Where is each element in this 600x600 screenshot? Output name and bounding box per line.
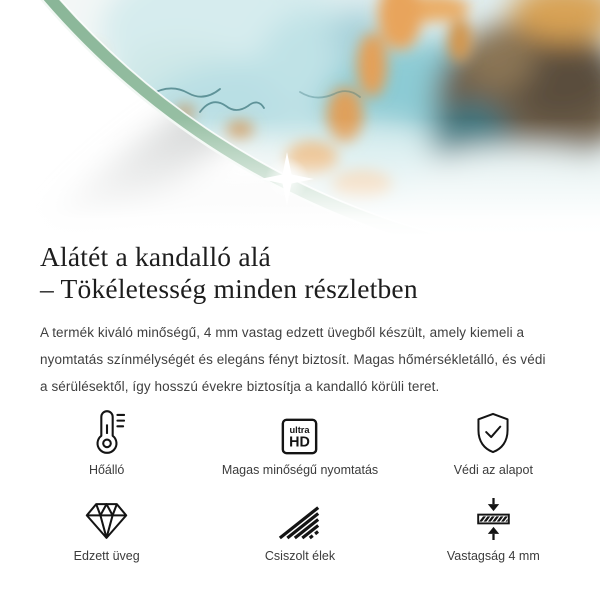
feature-label: Edzett üveg <box>73 549 140 563</box>
shield-check-icon <box>473 410 513 455</box>
heading-line-2: – Tökéletesség minden részletben <box>40 273 418 304</box>
beveled-edge-icon <box>278 496 321 541</box>
thickness-icon <box>476 496 511 541</box>
feature-high-quality-print <box>203 410 396 478</box>
diamond-icon <box>84 496 129 541</box>
glass-hearth-pad-photo <box>0 0 600 236</box>
feature-label: Csiszolt élek <box>264 549 336 563</box>
feature-protects-base <box>397 410 590 478</box>
thermometer-icon <box>89 410 125 455</box>
page-title <box>40 241 560 305</box>
feature-label: Vastagság 4 mm <box>446 549 540 563</box>
feature-heat-resistant <box>10 410 203 478</box>
ultra-hd-icon <box>281 410 318 455</box>
ultra-hd-text-top: ultra <box>289 424 311 435</box>
ultra-hd-text-bottom: HD <box>289 434 311 451</box>
feature-tempered-glass <box>10 496 203 564</box>
feature-polished-edges <box>203 496 396 564</box>
feature-thickness <box>397 496 590 564</box>
heading-line-1: Alátét a kandalló alá <box>40 241 271 272</box>
product-hero-image <box>0 0 600 236</box>
feature-label: Védi az alapot <box>453 463 533 477</box>
product-description: A termék kiváló minőségű, 4 mm vastag edzett üvegből készült, amely kiemeli a nyomtatás színmélységét és elegáns fényt biztosít. Magas hőmérsékletálló, és védi a sérülésektől, így hosszú évekre biztosítja a kandalló körüli teret. <box>40 325 546 394</box>
feature-grid <box>10 410 590 564</box>
feature-label: Magas minőségű nyomtatás <box>221 463 379 477</box>
feature-label: Hőálló <box>88 463 125 477</box>
